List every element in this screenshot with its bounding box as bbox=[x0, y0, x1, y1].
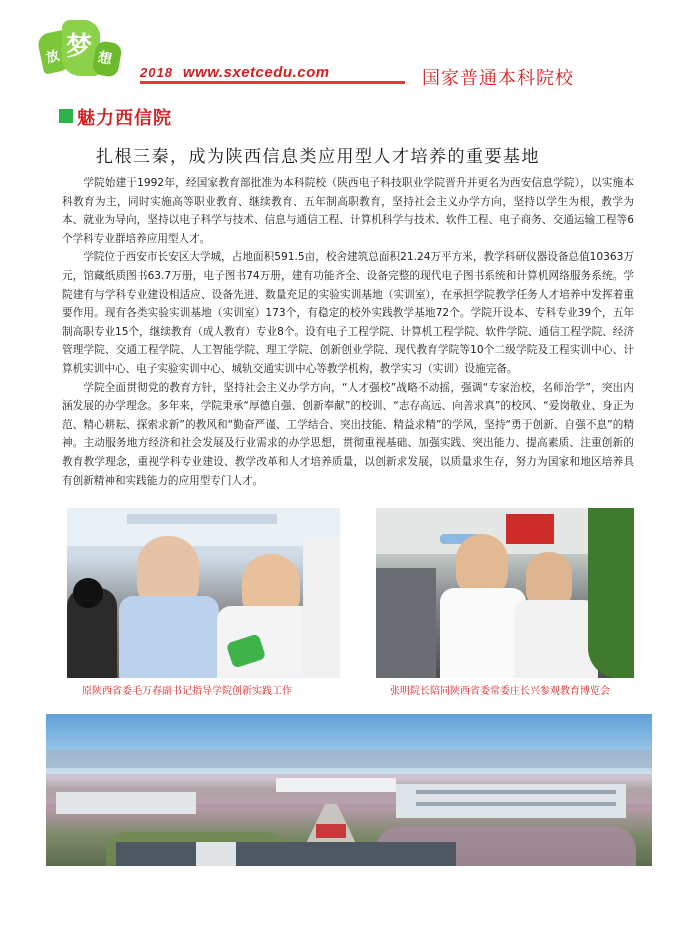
logo-glyph-1: 放 bbox=[44, 48, 62, 67]
photo-education-expo bbox=[376, 508, 634, 678]
header-year: 2018 bbox=[140, 65, 173, 80]
logo bbox=[40, 18, 124, 86]
photo-innovation-guidance bbox=[67, 508, 340, 678]
header-tag: 国家普通本科院校 bbox=[422, 68, 574, 89]
logo-glyph-2: 梦 bbox=[66, 32, 93, 62]
photo-campus-panorama bbox=[46, 714, 652, 866]
paragraph-1: 学院始建于1992年，经国家教育部批准为本科院校（陕西电子科技职业学院晋升并更名为西安信息学院），以实施本科教育为主，同时实施高等职业教育、继续教育、五年制高职教育，坚持社会主义办学方向，坚持以学生为根，教学为本、就业为导向，坚持以电子科学与技术、信息与通信工程、计算机科学与技术、软件工程、电子商务、交通运输工程等6个学科专业群培养应用型人才。 bbox=[62, 177, 634, 245]
header-divider bbox=[140, 81, 405, 84]
paragraph-3: 学院全面贯彻党的教育方针，坚持社会主义办学方向，“人才强校”战略不动摇，强调“专家治校，名师治学”，突出内涵发展的办学理念。多年来，学院秉承“厚德自强、创新奉献”的校训、“志存高远、向善求真”的校风、“爱岗敬业、身正为范、精心耕耘、探索求新”的教风和“勤奋严谨、工学结合、突出技能、精益求精”的学风，坚持“勇于创新、自强不息”的精神。主动服务地方经济和社会发展及行业需求的办学思想，贯彻重视基础、加强实践、突出能力、提高素质、注重创新的教育教学理念，重视学科专业建设、教学改革和人才培养质量，以创新求发展，以质量求生存，努力为国家和地区培养具有创新精神和实践能力的应用型专门人才。 bbox=[62, 381, 634, 487]
section-title: 魅力西信院 bbox=[77, 108, 172, 129]
header-url[interactable]: www.sxetcedu.com bbox=[182, 64, 330, 81]
logo-glyph-3: 想 bbox=[96, 49, 114, 69]
photo-caption-right: 张明院长陪同陕西省委常委庄长兴参观教育博览会 bbox=[390, 686, 610, 697]
header-url-line bbox=[140, 64, 330, 81]
section-subtitle: 扎根三秦，成为陕西信息类应用型人才培养的重要基地 bbox=[96, 147, 540, 167]
article-body bbox=[62, 174, 634, 490]
paragraph-2: 学院位于西安市长安区大学城，占地面积591.5亩，校舍建筑总面积21.24万平方米，教学科研仪器设备总值10363万元，馆藏纸质图书63.7万册，电子图书74万册，建有功能齐全、设备完整的现代电子图书系统和计算机网络服务系统。学院建有与学科专业建设相适应、设备先进、数量充足的实验实训基地（实训室），在承担学院教学任务人才培养中发挥着重要作用。现有各类实验实训基地（实训室）173个，有稳定的校外实践教学基地72个。学院开设本、专科专业39个，五年制高职专业15个，继续教育（成人教育）专业8个。设有电子工程学院、计算机工程学院、软件学院、通信工程学院、经济管理学院、交通工程学院、人工智能学院、理工学院、创新创业学院、现代教育学院等10个二级学院及工程实训中心、计算机实训中心、电子实验实训中心、城轨交通实训中心等教学机构，教学实习（实训）设施完备。 bbox=[62, 251, 634, 375]
section-marker bbox=[59, 109, 73, 123]
photo-caption-left: 原陕西省委毛万春副书记指导学院创新实践工作 bbox=[82, 686, 292, 697]
